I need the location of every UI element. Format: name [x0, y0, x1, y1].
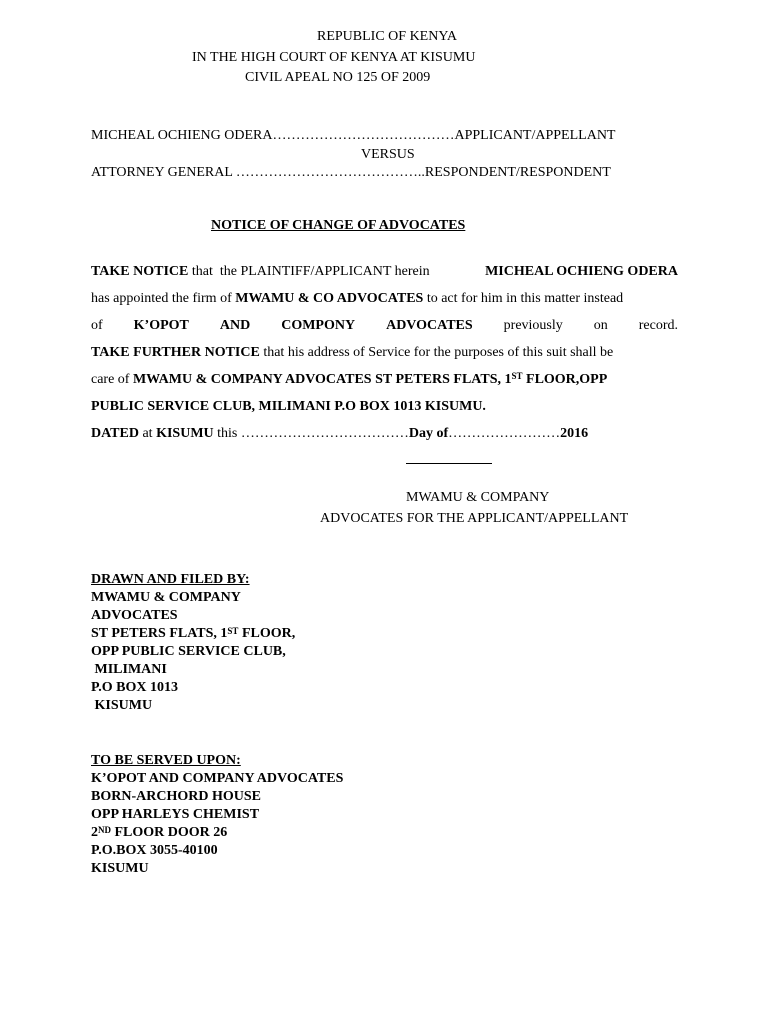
drawn-by-line: ADVOCATES	[91, 608, 178, 623]
body-word: record.	[638, 318, 678, 333]
body-word: on	[593, 318, 608, 333]
applicant-name: MICHEAL OCHIENG ODERA	[91, 128, 273, 143]
notice-title: NOTICE OF CHANGE OF ADVOCATES	[211, 218, 466, 233]
drawn-by-line: KISUMU	[91, 698, 153, 713]
drawn-by-heading: DRAWN AND FILED BY:	[91, 572, 250, 587]
body-line-2: has appointed the firm of MWAMU & CO ADVOCATES to act for him in this matter instead	[91, 291, 624, 306]
header-court: IN THE HIGH COURT OF KENYA AT KISUMU	[192, 50, 476, 65]
served-upon-line: BORN-ARCHORD HOUSE	[91, 789, 261, 804]
respondent-dots: …………………………………..	[235, 165, 425, 180]
drawn-by-line: MWAMU & COMPANY	[91, 590, 241, 605]
served-upon-line: K’OPOT AND COMPANY ADVOCATES	[91, 771, 344, 786]
body-word: AND	[219, 318, 251, 333]
body-word: previously	[503, 318, 563, 333]
served-upon-block	[91, 752, 343, 878]
applicant-dots: …………………………………	[272, 128, 455, 143]
header-republic: REPUBLIC OF KENYA	[317, 29, 458, 44]
header-case-number: CIVIL APEAL NO 125 OF 2009	[245, 70, 431, 85]
signature-role: ADVOCATES FOR THE APPLICANT/APPELLANT	[320, 511, 629, 526]
dated-line: DATED at KISUMU this ………………………………Day of……………………2016	[91, 426, 589, 441]
applicant-role: APPLICANT/APPELLANT	[454, 128, 616, 143]
body-line-1: TAKE NOTICE that the PLAINTIFF/APPLICANT herein MICHEAL OCHIENG ODERA	[91, 264, 678, 279]
body-word: COMPONY	[281, 318, 356, 333]
served-upon-heading: TO BE SERVED UPON:	[91, 753, 241, 768]
applicant-line	[91, 127, 615, 145]
drawn-by-line: ST PETERS FLATS, 1ST FLOOR,	[91, 626, 296, 641]
body-line-6: PUBLIC SERVICE CLUB, MILIMANI P.O BOX 1013 KISUMU.	[91, 399, 486, 414]
served-upon-line: OPP HARLEYS CHEMIST	[91, 807, 260, 822]
signature-firm: MWAMU & COMPANY	[406, 490, 550, 505]
versus: VERSUS	[361, 147, 415, 162]
respondent-role: RESPONDENT/RESPONDENT	[424, 165, 611, 180]
body-word: K’OPOT	[133, 318, 189, 333]
signature-line	[406, 463, 492, 464]
served-upon-line: KISUMU	[91, 861, 149, 876]
respondent-name: ATTORNEY GENERAL	[91, 165, 236, 180]
body-line-5: care of MWAMU & COMPANY ADVOCATES ST PETERS FLATS, 1ST FLOOR,OPP	[91, 371, 608, 387]
body-word: of	[91, 318, 103, 333]
body-line-4: TAKE FURTHER NOTICE that his address of Service for the purposes of this suit shall be	[91, 345, 614, 360]
respondent-line	[91, 164, 611, 182]
drawn-by-line: P.O BOX 1013	[91, 680, 178, 695]
body-line-3	[91, 312, 678, 339]
served-upon-line: P.O.BOX 3055-40100	[91, 843, 218, 858]
served-upon-line: 2ND FLOOR DOOR 26	[91, 825, 228, 840]
drawn-by-block	[91, 571, 295, 715]
drawn-by-line: MILIMANI	[91, 662, 167, 677]
body-word: ADVOCATES	[386, 318, 473, 333]
drawn-by-line: OPP PUBLIC SERVICE CLUB,	[91, 644, 286, 659]
notice-body	[91, 258, 678, 447]
